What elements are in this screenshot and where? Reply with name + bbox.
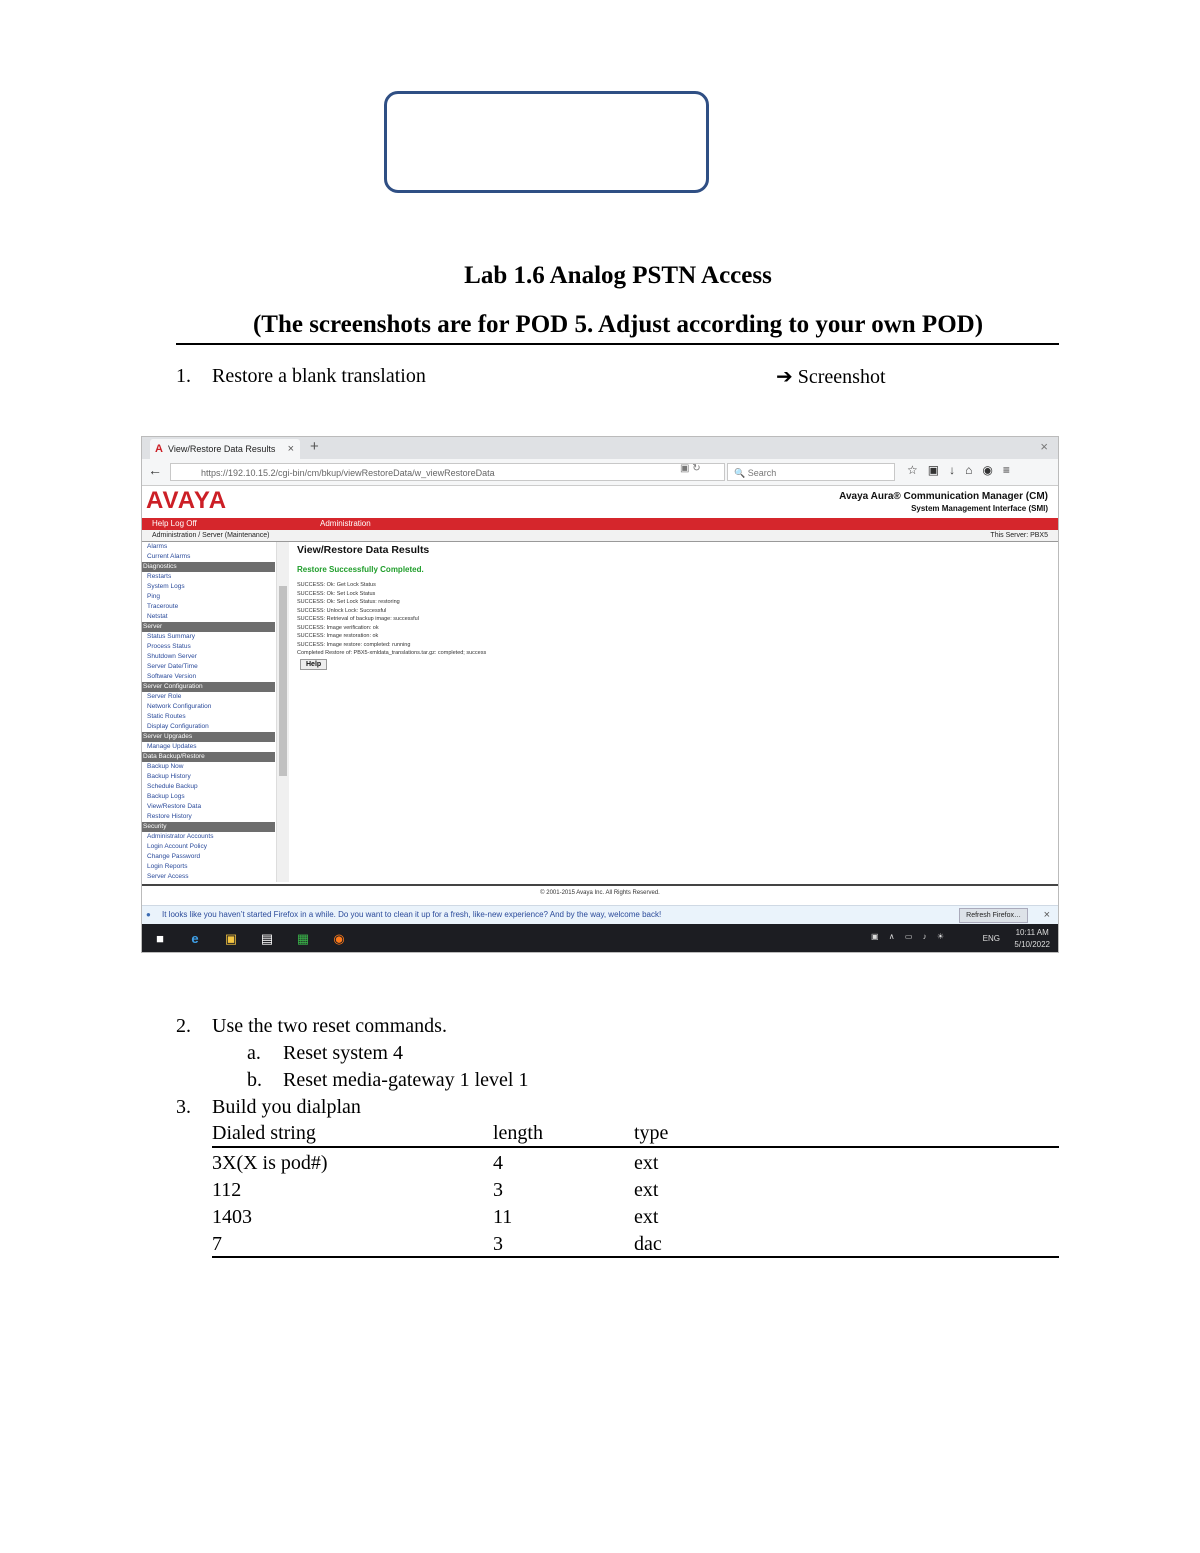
header-dialed-string: Dialed string bbox=[212, 1122, 316, 1144]
notification-close-icon[interactable]: × bbox=[1043, 909, 1050, 921]
cell-type: dac bbox=[634, 1233, 662, 1255]
sidebar-item[interactable]: Server Role bbox=[147, 693, 182, 700]
store-icon[interactable]: ▤ bbox=[260, 931, 274, 946]
sidebar-item[interactable]: System Logs bbox=[147, 583, 185, 590]
info-icon: ● bbox=[146, 910, 151, 919]
clock-time: 10:11 AM bbox=[1015, 928, 1049, 937]
app-icon[interactable]: ▦ bbox=[296, 931, 310, 946]
sidebar-item[interactable]: Software Version bbox=[147, 673, 197, 680]
sidebar-item[interactable]: Netstat bbox=[147, 613, 168, 620]
sidebar-section-header: Data Backup/Restore bbox=[142, 752, 275, 762]
search-input[interactable]: 🔍 Search bbox=[727, 463, 895, 481]
cell-type: ext bbox=[634, 1152, 659, 1174]
sidebar-item[interactable]: Traceroute bbox=[147, 603, 179, 610]
table-row bbox=[212, 1232, 1059, 1256]
log-line: SUCCESS: Ok: Set Lock Status bbox=[297, 590, 376, 597]
sidebar-item[interactable]: Manage Updates bbox=[147, 743, 197, 750]
sidebar-section-header: Diagnostics bbox=[142, 562, 275, 572]
sidebar-section-header: Server Upgrades bbox=[142, 732, 275, 742]
back-arrow-icon[interactable]: ← bbox=[148, 462, 162, 478]
log-line: SUCCESS: Image restoration: ok bbox=[297, 633, 379, 639]
breadcrumb bbox=[142, 530, 1058, 542]
log-line: SUCCESS: Retrieval of backup image: successful bbox=[297, 616, 419, 622]
help-button[interactable]: Help bbox=[300, 659, 327, 670]
footer-rule bbox=[142, 884, 1058, 886]
cell-length: 3 bbox=[493, 1233, 503, 1255]
log-line: SUCCESS: Ok: Get Lock Status bbox=[297, 582, 376, 588]
step-2a-letter: a. bbox=[247, 1042, 261, 1064]
cell-length: 11 bbox=[493, 1206, 513, 1228]
server-label: This Server: PBX5 bbox=[990, 532, 1048, 539]
log-line: SUCCESS: Image verification: ok bbox=[297, 624, 379, 631]
log-line: SUCCESS: Image restore: completed: running bbox=[297, 641, 411, 648]
system-tray-icons[interactable]: ▣ ∧ ▭ ♪ ☀ bbox=[870, 932, 948, 941]
toolbar-icons[interactable]: ☆▣↓⌂◉≡ bbox=[907, 463, 1020, 477]
sidebar-item[interactable]: Login Account Policy bbox=[147, 843, 207, 850]
url-bar[interactable]: https://192.10.15.2/cgi-bin/cm/bkup/viewRestoreData/w_viewRestoreData bbox=[170, 463, 725, 481]
log-line: SUCCESS: Unlock Lock: Successful bbox=[297, 607, 387, 614]
sidebar-item[interactable]: Static Routes bbox=[147, 713, 186, 720]
file-explorer-icon[interactable]: ▣ bbox=[224, 931, 238, 946]
table-bottom-rule bbox=[212, 1256, 1059, 1258]
sidebar-item[interactable]: Restore History bbox=[147, 813, 192, 820]
success-message: Restore Successfully Completed. bbox=[297, 565, 424, 574]
header-length: length bbox=[493, 1122, 543, 1144]
log-line: SUCCESS: Ok: Set Lock Status: restoring bbox=[297, 599, 400, 605]
app-title: Avaya Aura® Communication Manager (CM) bbox=[839, 491, 1048, 502]
sidebar-item[interactable]: Login Reports bbox=[147, 863, 188, 870]
avaya-tab-icon: A bbox=[155, 443, 163, 455]
scrollbar-thumb[interactable] bbox=[279, 586, 287, 776]
firefox-notification-bar bbox=[142, 905, 1058, 924]
sidebar-item[interactable]: Backup Logs bbox=[147, 793, 185, 800]
sidebar-item[interactable]: Schedule Backup bbox=[147, 783, 198, 790]
table-row bbox=[212, 1178, 1059, 1202]
page-subtitle: (The screenshots are for POD 5. Adjust according to your own POD) bbox=[252, 311, 984, 338]
sidebar-item[interactable]: Administrator Accounts bbox=[147, 833, 214, 840]
sidebar-item[interactable]: Change Password bbox=[147, 853, 201, 860]
step-1-number: 1. bbox=[176, 365, 191, 387]
table-header bbox=[212, 1121, 1059, 1145]
sidebar-item[interactable]: Server Access bbox=[147, 873, 189, 880]
notification-text: It looks like you haven’t started Firefox in a while. Do you want to clean it up for a fresh, like-new experience? And by the way, welcome back! bbox=[162, 910, 662, 919]
reader-reload-icon[interactable]: ▣ ↻ bbox=[680, 463, 701, 474]
cell-dialed-string: 1403 bbox=[212, 1206, 252, 1228]
sidebar-item[interactable]: Display Configuration bbox=[147, 723, 209, 730]
content-title: View/Restore Data Results bbox=[297, 544, 430, 556]
sidebar-item[interactable]: Ping bbox=[147, 593, 161, 600]
sidebar-item[interactable]: Server Date/Time bbox=[147, 663, 198, 670]
table-header-rule bbox=[212, 1146, 1059, 1148]
taskbar-clock[interactable] bbox=[1014, 927, 1050, 951]
language-indicator[interactable]: ENG bbox=[982, 934, 1000, 943]
step-1-text: Restore a blank translation bbox=[212, 365, 426, 387]
browser-tabbar bbox=[142, 437, 1058, 459]
firefox-icon[interactable]: ◉ bbox=[333, 931, 345, 946]
new-tab-icon[interactable]: + bbox=[310, 438, 319, 455]
browser-navbar bbox=[142, 459, 1058, 486]
copyright: © 2001-2015 Avaya Inc. All Rights Reserved. bbox=[540, 890, 660, 896]
step-2b-text: Reset media-gateway 1 level 1 bbox=[283, 1069, 529, 1091]
refresh-firefox-button[interactable]: Refresh Firefox… bbox=[959, 908, 1028, 923]
header-type: type bbox=[634, 1122, 669, 1144]
app-subtitle: System Management Interface (SMI) bbox=[911, 504, 1048, 513]
screenshot-note: ➔ Screenshot bbox=[776, 366, 886, 388]
step-2-number: 2. bbox=[176, 1015, 191, 1037]
page-title: Lab 1.6 Analog PSTN Access bbox=[464, 262, 772, 289]
title-rule bbox=[176, 343, 1059, 345]
sidebar-menu bbox=[142, 542, 288, 882]
top-menu-bar bbox=[142, 518, 1058, 530]
edge-icon[interactable]: e bbox=[191, 931, 199, 946]
sidebar-item[interactable]: View/Restore Data bbox=[147, 803, 202, 810]
step-2b-letter: b. bbox=[247, 1069, 262, 1091]
administration-menu[interactable]: Administration bbox=[320, 519, 371, 528]
sidebar-section-header: Security bbox=[142, 822, 275, 832]
window-close-icon[interactable]: × bbox=[1040, 439, 1048, 454]
tab-title: View/Restore Data Results bbox=[168, 444, 276, 454]
cell-length: 4 bbox=[493, 1152, 503, 1174]
cell-dialed-string: 3X(X is pod#) bbox=[212, 1152, 328, 1174]
table-row bbox=[212, 1205, 1059, 1229]
restore-log bbox=[297, 581, 486, 658]
cell-type: ext bbox=[634, 1179, 659, 1201]
step-3-number: 3. bbox=[176, 1096, 191, 1118]
table-row bbox=[212, 1151, 1059, 1175]
main-content bbox=[294, 542, 1054, 882]
sidebar-item[interactable]: Shutdown Server bbox=[147, 653, 197, 660]
sidebar-item[interactable]: Restarts bbox=[147, 573, 172, 580]
sidebar-section-header: Server Configuration bbox=[142, 682, 275, 692]
log-line: Completed Restore of: PBX5-xmldata_translations.tar.gz: completed; success bbox=[297, 650, 487, 656]
breadcrumb-text: Administration / Server (Maintenance) bbox=[152, 532, 270, 539]
step-2a-text: Reset system 4 bbox=[283, 1042, 403, 1064]
windows-taskbar bbox=[142, 924, 1058, 953]
start-icon[interactable]: ■ bbox=[156, 931, 164, 946]
step-2-text: Use the two reset commands. bbox=[212, 1015, 447, 1037]
sidebar-item[interactable]: Alarms bbox=[147, 543, 168, 550]
sidebar-item[interactable]: Network Configuration bbox=[147, 703, 212, 710]
sidebar-item[interactable]: Status Summary bbox=[147, 633, 196, 640]
help-logoff-menu[interactable]: Help Log Off bbox=[152, 519, 197, 528]
empty-callout-box bbox=[384, 91, 709, 193]
sidebar-item[interactable]: Process Status bbox=[147, 643, 191, 650]
tab-close-icon[interactable]: × bbox=[287, 443, 294, 455]
avaya-logo: AVAYA bbox=[146, 487, 228, 514]
cell-type: ext bbox=[634, 1206, 659, 1228]
sidebar-item[interactable]: Current Alarms bbox=[147, 553, 191, 560]
clock-date: 5/10/2022 bbox=[1014, 940, 1050, 949]
sidebar-item[interactable]: Backup History bbox=[147, 773, 191, 780]
cell-length: 3 bbox=[493, 1179, 503, 1201]
browser-tab[interactable] bbox=[150, 439, 300, 459]
sidebar-item[interactable]: Backup Now bbox=[147, 763, 184, 770]
cell-dialed-string: 7 bbox=[212, 1233, 222, 1255]
embedded-screenshot bbox=[141, 436, 1059, 953]
sidebar-scrollbar[interactable] bbox=[276, 542, 289, 882]
sidebar-section-header: Server bbox=[142, 622, 275, 632]
step-3-text: Build you dialplan bbox=[212, 1096, 361, 1118]
cell-dialed-string: 112 bbox=[212, 1179, 242, 1201]
